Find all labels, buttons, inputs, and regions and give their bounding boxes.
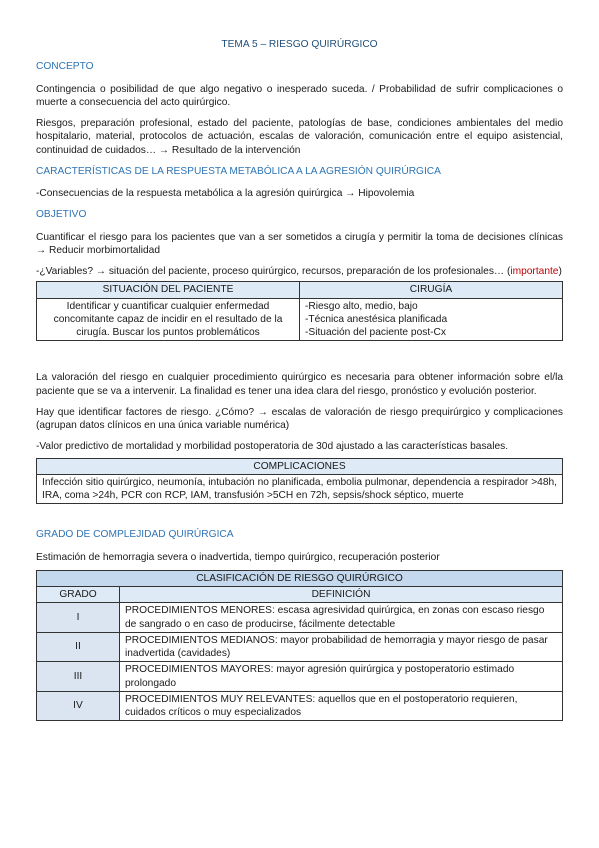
section-heading-grado: GRADO DE COMPLEJIDAD QUIRÚRGICA	[36, 529, 234, 541]
definicion-cell: PROCEDIMIENTOS MUY RELEVANTES: aquellos que en el postoperatorio requieren, cuidados críticos o muy especializados	[120, 691, 563, 721]
grado-cell: II	[37, 632, 120, 662]
concepto-paragraph-2: Riesgos, preparación profesional, estado del paciente, patologías de base, condiciones ambientales del medio hospitalario, material, protocolos de actuación, escalas de valoración, comunicación entre el equipo asistencial, continuidad de cuidados… → Resultado de la intervención	[36, 118, 563, 156]
objetivo-paragraph-2	[36, 265, 563, 278]
situacion-cell: Identificar y cuantificar cualquier enfermedad concomitante capaz de incidir en el resultado de la cirugía. Buscar los puntos problemáticos	[37, 298, 300, 341]
section-heading-caracteristicas: CARACTERÍSTICAS DE LA RESPUESTA METABÓLICA A LA AGRESIÓN QUIRÚRGICA	[36, 165, 441, 177]
page-title: TEMA 5 – RIESGO QUIRÚRGICO	[221, 39, 378, 50]
variables-text: -¿Variables? → situación del paciente, proceso quirúrgico, recursos, preparación de los profesionales… (	[36, 266, 511, 277]
table-row	[37, 632, 563, 662]
cirugia-cell	[300, 298, 563, 341]
variables-text-end: )	[558, 266, 562, 277]
complicaciones-cell: Infección sitio quirúrgico, neumonía, intubación no planificada, embolia pulmonar, dependencia a respirador >48h, IRA, coma >24h, PCR con RCP, IAM, transfusión >5CH en 72h, sepsis/shock séptico, muerte	[37, 474, 563, 504]
grado-cell: III	[37, 662, 120, 692]
clasificacion-header: CLASIFICACIÓN DE RIESGO QUIRÚRGICO	[37, 570, 563, 586]
grado-cell: IV	[37, 691, 120, 721]
cirugia-line: -Técnica anestésica planificada	[305, 313, 448, 325]
cirugia-header: CIRUGÍA	[300, 282, 563, 298]
caracteristicas-paragraph: -Consecuencias de la respuesta metabólica a la agresión quirúrgica → Hipovolemia	[36, 188, 415, 199]
section-heading-objetivo: OBJETIVO	[36, 209, 87, 221]
table-row	[37, 603, 563, 633]
valoracion-paragraph-3: -Valor predictivo de mortalidad y morbilidad postoperatoria de 30d ajustado a las características basales.	[36, 441, 509, 453]
section-heading-concepto: CONCEPTO	[36, 61, 94, 73]
complicaciones-table	[36, 458, 563, 505]
definicion-cell: PROCEDIMIENTOS MAYORES: mayor agresión quirúrgica y postoperatorio estimado prolongado	[120, 662, 563, 692]
definicion-cell: PROCEDIMIENTOS MEDIANOS: mayor probabilidad de hemorragia y mayor riesgo de pasar inadvertida (cavidades)	[120, 632, 563, 662]
cirugia-line: -Riesgo alto, medio, bajo	[305, 300, 418, 312]
grado-cell: I	[37, 603, 120, 633]
objetivo-paragraph-1: Cuantificar el riesgo para los pacientes que van a ser sometidos a cirugía y permitir la toma de decisiones clínicas → Reducir morbimortalidad	[36, 231, 563, 256]
situacion-cirugia-table	[36, 281, 563, 341]
table-row	[37, 691, 563, 721]
definicion-cell: PROCEDIMIENTOS MENORES: escasa agresividad quirúrgica, en zonas con escaso riesgo de sangrado o en caso de producirse, fácilmente detectable	[120, 603, 563, 633]
valoracion-paragraph-2: Hay que identificar factores de riesgo. ¿Cómo? → escalas de valoración de riesgo prequirúrgico y complicaciones (agrupan datos clínicos en una única variable numérica)	[36, 406, 563, 431]
definicion-column-header: DEFINICIÓN	[120, 587, 563, 603]
importante-highlight: importante	[510, 266, 559, 277]
situacion-header: SITUACIÓN DEL PACIENTE	[37, 282, 300, 298]
cirugia-line: -Situación del paciente post-Cx	[305, 327, 447, 338]
valoracion-paragraph-1: La valoración del riesgo en cualquier procedimiento quirúrgico es necesaria para obtener información sobre el/la paciente que se va a intervenir. La finalidad es tener una idea clara del riesgo, pronóstico y evolución posterior.	[36, 372, 563, 397]
complicaciones-header: COMPLICACIONES	[37, 458, 563, 474]
clasificacion-table	[36, 570, 563, 722]
grado-column-header: GRADO	[37, 587, 120, 603]
grado-paragraph: Estimación de hemorragia severa o inadvertida, tiempo quirúrgico, recuperación posterior	[36, 551, 440, 563]
concepto-paragraph-1: Contingencia o posibilidad de que algo negativo o inesperado suceda. / Probabilidad de sufrir complicaciones o muerte a consecuencia del acto quirúrgico.	[36, 83, 563, 108]
table-row	[37, 662, 563, 692]
